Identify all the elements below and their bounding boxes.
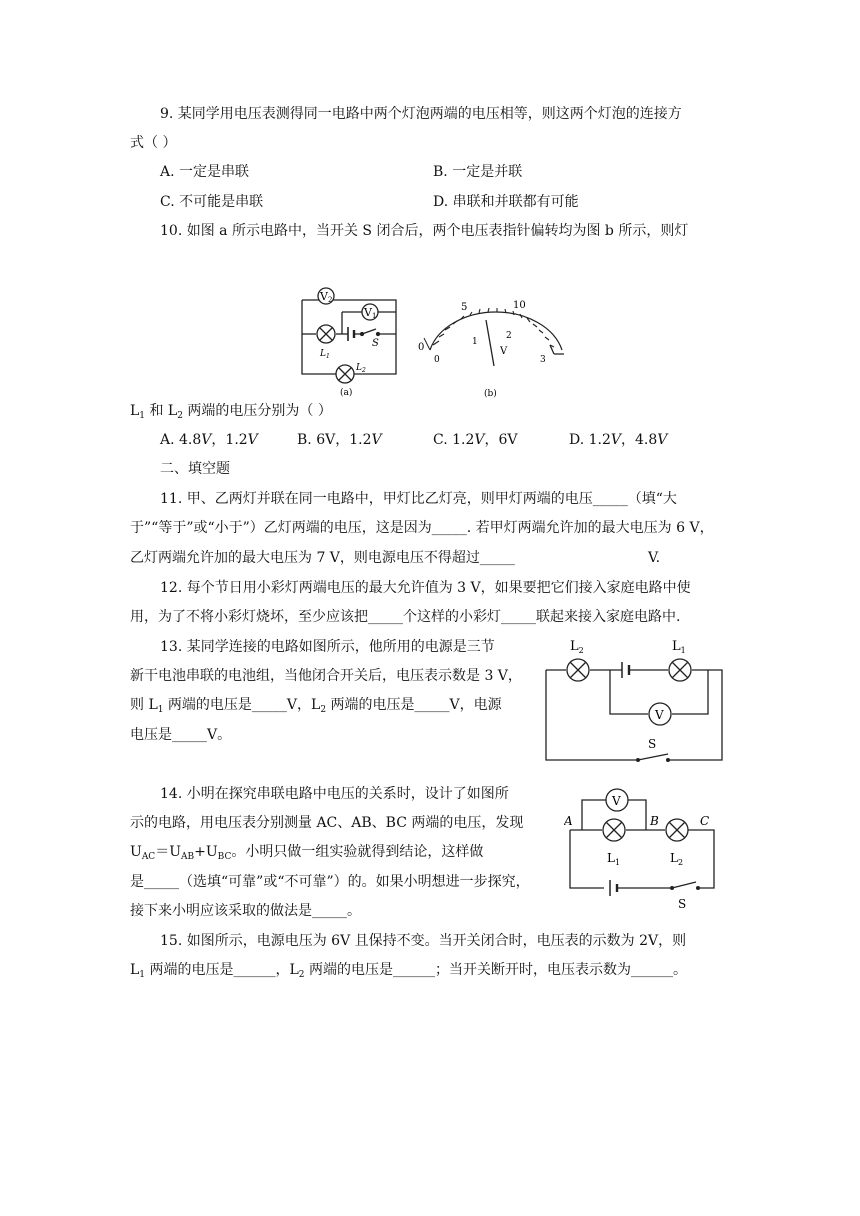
q14-circuit-figure [564, 784, 722, 912]
q10-opt-d-unit1: V [610, 432, 622, 448]
q12-line2: 用，为了不将小彩灯烧坏，至少应该把_____个这样的小彩灯_____联起来接入家庭电路中. [130, 609, 681, 625]
q10-option-b [297, 430, 382, 450]
q14-fig-voltmeter-label: V [612, 794, 621, 808]
q10-figb-bottom-tick-0: 0 [434, 355, 440, 365]
q14-fig-l1-label: $L_1$ [607, 851, 621, 867]
q10-figb-bottom-tick-2: 2 [506, 331, 512, 341]
q15-line2-mid: 两端的电压是______，L [145, 962, 299, 978]
q15-line2-sub2: 2 [298, 970, 305, 980]
q13-line1: 13. 某同学连接的电路如图所示，他所用的电源是三节 [160, 639, 495, 655]
q15-line1: 15. 如图所示，电源电压为 6V 且保持不变。当开关闭合时，电压表的示数为 2V，则 [160, 933, 687, 949]
q14-fig-point-a: A [564, 814, 573, 828]
q10-l2-sub: 2 [177, 411, 183, 421]
q10-opt-d-mid: ，4.8 [621, 432, 658, 448]
q14-line5: 接下来小明应该采取的做法是_____。 [130, 903, 361, 919]
q9-line2: 式（ ） [130, 135, 177, 151]
q10-figa-switch-label: S [372, 338, 379, 349]
q13-fig-switch-label: S [648, 737, 657, 751]
q10-line2 [130, 401, 332, 421]
q14-fig-point-c: C [700, 814, 710, 828]
q10-opt-c-unit: V [474, 432, 485, 448]
q14-plus: +U [194, 844, 218, 860]
q10-figb-top-tick-10: 10 [513, 300, 526, 311]
q10-figure-b [414, 294, 564, 400]
q10-figa-caption: (a) [340, 388, 353, 398]
q10-opt-c-prefix: C. 1.2 [433, 432, 475, 448]
q13-line3-mid: 两端的电压是_____V，L [163, 697, 321, 713]
q13-line3-sub1: 1 [157, 705, 164, 715]
q10-line1: 10. 如图 a 所示电路中，当开关 S 闭合后，两个电压表指针偏转均为图 b 所示，则灯 [160, 223, 689, 239]
q13-fig-l1-label: $L_1$ [672, 639, 686, 655]
q13-fig-l2-label: $L_2$ [570, 639, 584, 655]
q14-eq: ＝U [155, 844, 182, 860]
q9-line1: 9. 某同学用电压表测得同一电路中两个灯泡两端的电压相等，则这两个灯泡的连接方 [160, 106, 682, 122]
q10-opt-b-prefix: B. 6V，1.2 [297, 432, 372, 448]
q10-line2-tail: 两端的电压分别为（ ） [182, 403, 332, 419]
q15-line2-tail: 两端的电压是______；当开关断开时，电压表示数为______。 [304, 962, 687, 978]
q14-fig-l2-label: $L_2$ [670, 851, 684, 867]
q13-line3 [130, 695, 502, 715]
q14-line2: 示的电路，用电压表分别测量 AC、AB、BC 两端的电压，发现 [130, 815, 524, 831]
q11-line2: 于”“等于”或“小于”）乙灯两端的电压，这是因为_____. 若甲灯两端允许加的最大电压为 6 V， [130, 520, 714, 536]
q14-line3-tail: 。小明只做一组实验就得到结论，这样做 [231, 844, 484, 860]
q13-circuit-figure [542, 636, 728, 766]
q15-line2-pre: L [130, 962, 140, 978]
q11-line3b: V. [648, 550, 661, 566]
q10-opt-d-unit2: V [657, 432, 668, 448]
q10-option-c [433, 430, 518, 450]
q10-l1-sub: 1 [139, 411, 146, 421]
q10-figb-top-tick-5: 5 [461, 302, 468, 313]
q10-figb-bottom-tick-3: 3 [540, 355, 546, 365]
q10-figa-l1-label: $L_1$ [320, 349, 330, 360]
q13-line3-sub2: 2 [320, 705, 327, 715]
q10-opt-a-unit2: V [247, 432, 258, 448]
q10-figb-caption: (b) [484, 389, 497, 399]
q13-line2: 新干电池串联的电池组，当他闭合开关后，电压表示数是 3 V， [130, 668, 522, 684]
q9-option-b: B. 一定是并联 [433, 164, 523, 180]
q13-line3-tail: 两端的电压是_____V，电源 [326, 697, 502, 713]
q13-fig-voltmeter-label: V [655, 708, 664, 722]
q14-line4: 是_____（选填“可靠”或“不可靠”）的。如果小明想进一步探究， [130, 874, 530, 890]
q14-fig-switch-label: S [678, 897, 687, 911]
q10-opt-a-unit1: V [201, 432, 212, 448]
q12-line1: 12. 每个节日用小彩灯两端电压的最大允许值为 3 V，如果要把它们接入家庭电路中使 [160, 580, 691, 596]
q9-option-c: C. 不可能是串联 [160, 194, 264, 210]
q15-line2-sub1: 1 [139, 970, 146, 980]
q10-opt-c-tail: ，6V [484, 432, 518, 448]
q11-line1: 11. 甲、乙两灯并联在同一电路中，甲灯比乙灯亮，则甲灯两端的电压_____（填“大 [160, 491, 677, 507]
q10-figb-bottom-tick-1: 1 [472, 337, 478, 347]
q13-line3-pre: 则 L [130, 697, 158, 713]
q10-figa-v2-label: V2 [320, 290, 333, 304]
q10-figa-v1-label: V1 [364, 306, 377, 320]
q14-fig-point-b: B [650, 814, 659, 828]
q10-option-d [569, 430, 667, 450]
q10-line2-mid: 和 L [145, 403, 178, 419]
q10-figb-bottom-ticks [434, 331, 546, 365]
q11-line3a: 乙灯两端允许加的最大电压为 7 V，则电源电压不得超过_____ [130, 550, 515, 566]
q14-u-bc-sub: BC [217, 852, 232, 862]
q10-figure-a [296, 286, 408, 398]
q10-opt-b-unit: V [371, 432, 382, 448]
q14-u-ab-sub: AB [181, 852, 195, 862]
q10-opt-d-prefix: D. 1.2 [569, 432, 611, 448]
q10-figb-unit: V [500, 346, 508, 357]
q15-line2 [130, 960, 687, 980]
q14-u-ac: U [130, 844, 142, 860]
q10-figb-top-tick-0: 0 [418, 342, 425, 353]
q14-u-ac-sub: AC [141, 852, 156, 862]
q10-opt-a-mid: ，1.2 [211, 432, 248, 448]
q14-line3 [130, 842, 483, 862]
q14-line1: 14. 小明在探究串联电路中电压的关系时，设计了如图所 [160, 786, 509, 802]
q9-option-a: A. 一定是串联 [160, 164, 250, 180]
q10-l1-letter: L [130, 403, 140, 419]
q13-line4: 电压是_____V。 [130, 727, 232, 743]
q10-opt-a-prefix: A. 4.8 [160, 432, 202, 448]
q9-option-d: D. 串联和并联都有可能 [433, 194, 579, 210]
q10-figa-l2-label: $L_2$ [356, 363, 366, 374]
section-heading: 二、填空题 [160, 461, 230, 477]
q10-option-a [160, 430, 258, 450]
